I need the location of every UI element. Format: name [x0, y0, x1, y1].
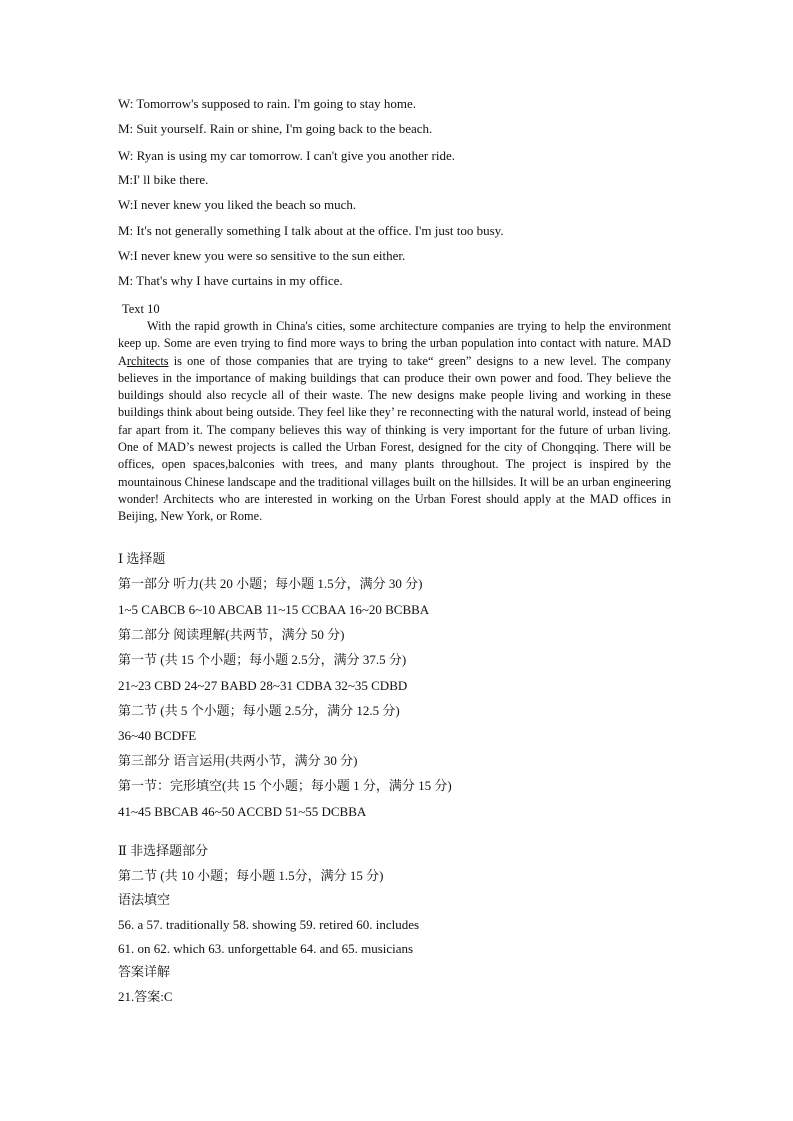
answer-line: 21~23 CBD 24~27 BABD 28~31 CDBA 32~35 CDBD [118, 678, 408, 693]
dialogue-line: M: Suit yourself. Rain or shine, I'm going back to the beach. [118, 121, 433, 136]
answer-line: 第二部分 阅读理解(共两节，满分 50 分) [118, 627, 345, 642]
answer-line: 答案详解 [118, 964, 171, 979]
answer-line: 第二节 (共 5 个小题；每小题 2.5分，满分 12.5 分) [118, 703, 400, 718]
dialogue-line: M: It's not generally something I talk about at the office. I'm just too busy. [118, 223, 504, 238]
text10-heading: Text 10 [122, 302, 160, 316]
paragraph-text: is one of those companies that are trying to take“ green” designs to a new level. The company believes in the importance of making buildings that can produce their own power and food. They believe the buildings should also recycle all of their waste. The new designs make people living and working in these buildings think about being outside. They feel like they’ re reconnecting with the natural world, instead of being far apart from it. The company believes this way of thinking is very important for the future of urban living. One of MAD’s newest projects is called the Urban Forest, designed for the city of Chongqing. There will be offices, open spaces,balconies with trees, and many plants throughout. The project is inspired by the mountainous Chinese landscape and the traditional villages built on the hillsides. It will be an urban engineering wonder! Architects who are interested in working on the Urban Forest should apply at the MAD offices in Beijing, New York, or Rome. [118, 353, 671, 524]
answer-line: 56. a 57. traditionally 58. showing 59. retired 60. includes [118, 917, 420, 932]
dialogue-line: W: Tomorrow's supposed to rain. I'm going to stay home. [118, 96, 417, 111]
answer-line: 语法填空 [118, 892, 171, 907]
answer-line: 1~5 CABCB 6~10 ABCAB 11~15 CCBAA 16~20 BCBBA [118, 602, 430, 617]
dialogue-line: M:I' ll bike there. [118, 172, 209, 187]
answer-line: 第一部分 听力(共 20 小题；每小题 1.5分，满分 30 分) [118, 576, 423, 591]
underlined-word: rchitects [126, 353, 169, 368]
dialogue-line: W: Ryan is using my car tomorrow. I can't give you another ride. [118, 148, 455, 163]
dialogue-line: M: That's why I have curtains in my office. [118, 273, 343, 288]
text10-paragraph [118, 318, 671, 526]
dialogue-line: W:I never knew you were so sensitive to the sun either. [118, 248, 406, 263]
answer-line: 41~45 BBCAB 46~50 ACCBD 51~55 DCBBA [118, 804, 367, 819]
section-heading: Ⅰ 选择题 [118, 551, 166, 566]
answer-line: 第三部分 语言运用(共两小节，满分 30 分) [118, 753, 358, 768]
section-heading: Ⅱ 非选择题部分 [118, 843, 209, 858]
answer-line: 第二节 (共 10 小题；每小题 1.5分，满分 15 分) [118, 868, 384, 883]
paragraph-text: With the rapid growth in China's cities, some architecture companies are trying to help the environment keep up. Some are even trying to find more ways to bring the urban population into contact with nature. MAD A [118, 319, 671, 368]
answer-line: 第一节：完形填空(共 15 个小题；每小题 1 分，满分 15 分) [118, 778, 452, 793]
dialogue-line: W:I never knew you liked the beach so much. [118, 197, 357, 212]
answer-line: 21.答案:C [118, 989, 173, 1004]
answer-line: 61. on 62. which 63. unforgettable 64. and 65. musicians [118, 941, 414, 956]
answer-line: 第一节 (共 15 个小题；每小题 2.5分，满分 37.5 分) [118, 652, 407, 667]
answer-line: 36~40 BCDFE [118, 728, 197, 743]
